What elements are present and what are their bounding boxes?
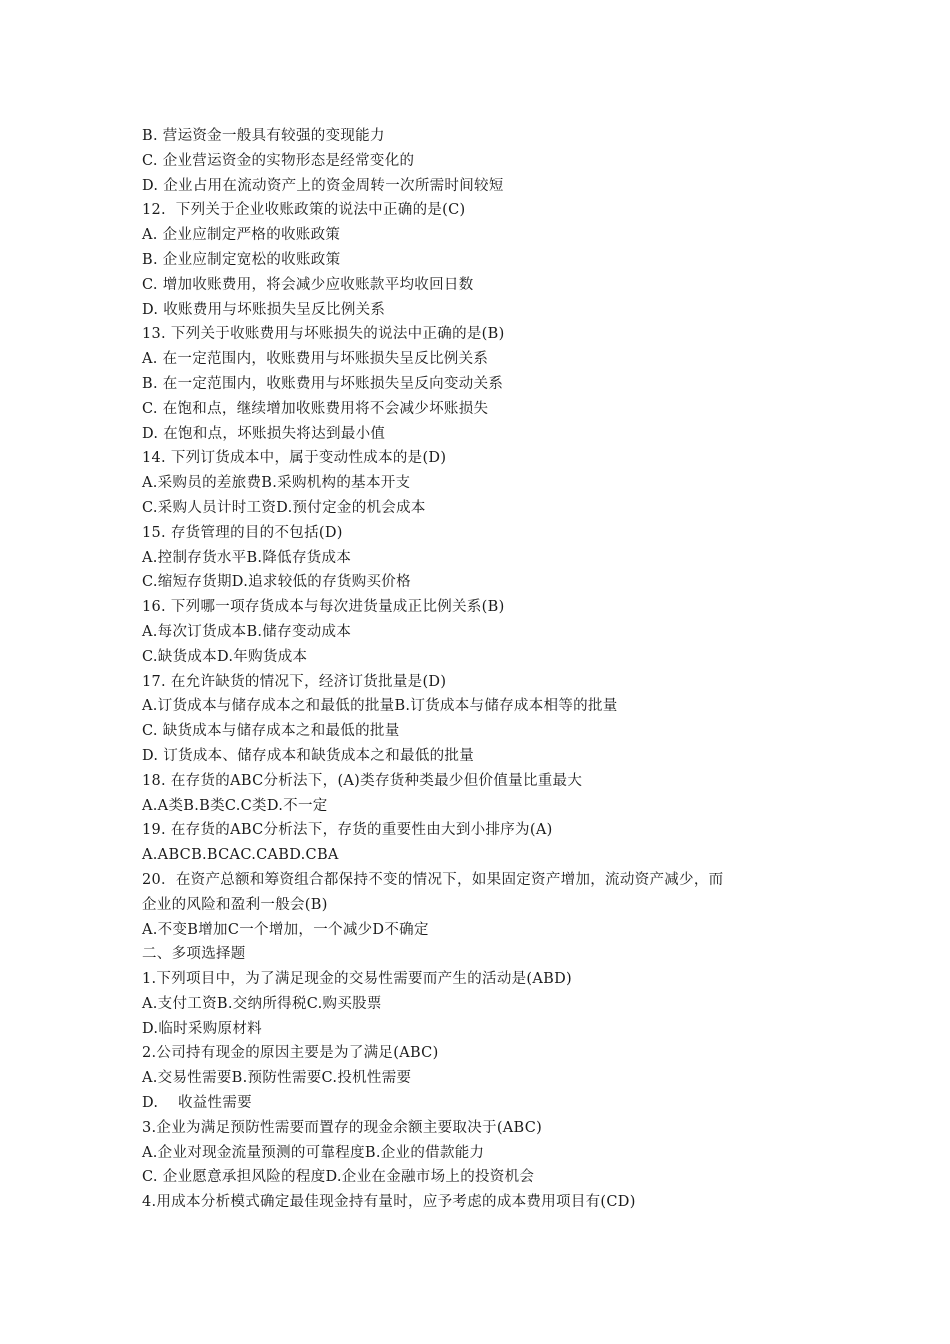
option-line: A.不变B增加C一个增加，一个减少D不确定 [142, 921, 429, 938]
text-line: B. 营运资金一般具有较强的变现能力 [142, 128, 385, 144]
document-page [142, 124, 822, 1215]
option-line: D. 在饱和点，坏账损失将达到最小值 [142, 425, 386, 442]
option-line: A.采购员的差旅费B.采购机构的基本开支 [142, 475, 411, 492]
question-line: 2.公司持有现金的原因主要是为了满足(ABC) [142, 1045, 439, 1062]
section-heading: 二、多项选择题 [142, 946, 246, 963]
question-line: 12. 下列关于企业收账政策的说法中正确的是(C) [142, 202, 466, 219]
option-line: A.企业对现金流量预测的可靠程度B.企业的借款能力 [142, 1144, 485, 1161]
option-line: C. 在饱和点，继续增加收账费用将不会减少坏账损失 [142, 400, 489, 417]
option-line: A.A类B.B类C.C类D.不一定 [142, 797, 328, 814]
option-line: D. 订货成本、储存成本和缺货成本之和最低的批量 [142, 747, 475, 764]
option-line: A. 在一定范围内，收账费用与坏账损失呈反比例关系 [142, 351, 489, 368]
question-line: 15. 存货管理的目的不包括(D) [142, 524, 343, 541]
option-line: A.交易性需要B.预防性需要C.投机性需要 [142, 1070, 412, 1087]
option-line: B. 企业应制定宽松的收账政策 [142, 251, 341, 268]
question-line: 19. 在存货的ABC分析法下，存货的重要性由大到小排序为(A) [142, 822, 553, 839]
option-line: C.采购人员计时工资D.预付定金的机会成本 [142, 499, 426, 516]
question-line: 20．在资产总额和筹资组合都保持不变的情况下，如果固定资产增加，流动资产减少，而 [142, 871, 724, 888]
question-line: 企业的风险和盈利一般会(B) [142, 896, 328, 913]
option-line: D. 收益性需要 [142, 1095, 252, 1112]
question-line: 18. 在存货的ABC分析法下，(A)类存货种类最少但价值量比重最大 [142, 772, 583, 789]
option-line: B. 在一定范围内，收账费用与坏账损失呈反向变动关系 [142, 375, 504, 392]
option-line: C. 增加收账费用，将会减少应收账款平均收回日数 [142, 276, 474, 293]
question-line: 4.用成本分析模式确定最佳现金持有量时，应予考虑的成本费用项目有(CD) [142, 1194, 636, 1211]
option-line: C. 缺货成本与储存成本之和最低的批量 [142, 723, 400, 740]
option-line: D. 收账费用与坏账损失呈反比例关系 [142, 301, 386, 318]
option-line: C. 企业愿意承担风险的程度D.企业在金融市场上的投资机会 [142, 1169, 535, 1186]
option-line: C.缺货成本D.年购货成本 [142, 648, 308, 665]
option-line: A.控制存货水平B.降低存货成本 [142, 549, 352, 566]
question-line: 3.企业为满足预防性需要而置存的现金余额主要取决于(ABC) [142, 1119, 543, 1136]
text-line: D. 企业占用在流动资产上的资金周转一次所需时间较短 [142, 177, 504, 194]
option-line: A.订货成本与储存成本之和最低的批量B.订货成本与储存成本相等的批量 [142, 698, 618, 715]
option-line: A.ABCB.BCAC.CABD.CBA [142, 847, 339, 864]
option-line: A.支付工资B.交纳所得税C.购买股票 [142, 995, 382, 1012]
text-line: C. 企业营运资金的实物形态是经常变化的 [142, 152, 415, 169]
option-line: D.临时采购原材料 [142, 1020, 262, 1037]
question-line: 16. 下列哪一项存货成本与每次进货量成正比例关系(B) [142, 599, 505, 616]
question-line: 1.下列项目中，为了满足现金的交易性需要而产生的活动是(ABD) [142, 971, 572, 988]
option-line: A. 企业应制定严格的收账政策 [142, 227, 341, 244]
option-line: C.缩短存货期D.追求较低的存货购买价格 [142, 574, 411, 591]
question-line: 13. 下列关于收账费用与坏账损失的说法中正确的是(B) [142, 326, 505, 343]
question-line: 17. 在允许缺货的情况下，经济订货批量是(D) [142, 673, 447, 690]
question-line: 14. 下列订货成本中，属于变动性成本的是(D) [142, 450, 447, 467]
option-line: A.每次订货成本B.储存变动成本 [142, 623, 352, 640]
